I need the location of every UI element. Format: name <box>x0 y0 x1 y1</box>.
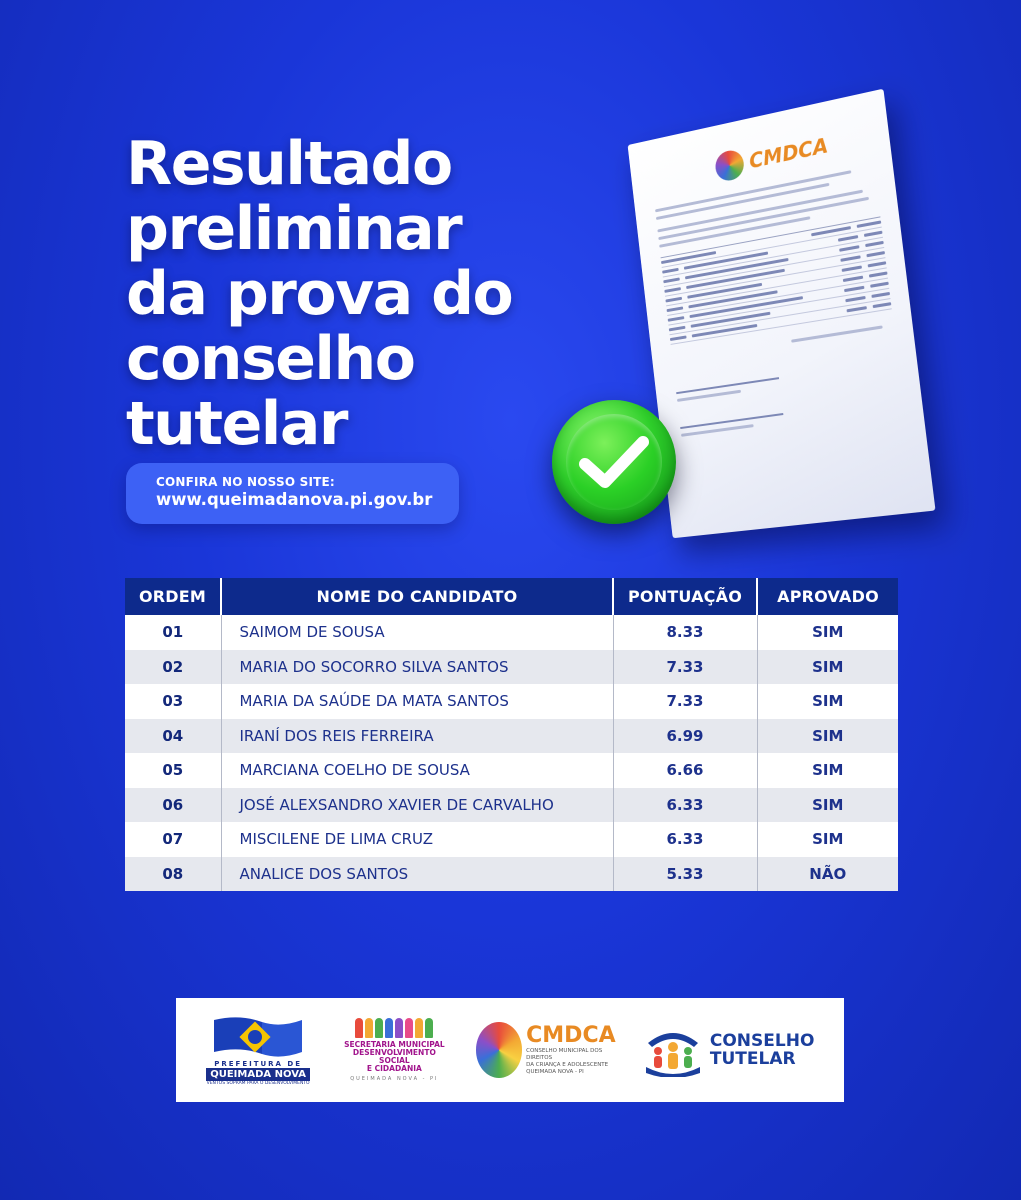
cell-aprovado: SIM <box>757 719 898 754</box>
cmdca-sub2: DA CRIANÇA E ADOLESCENTE <box>526 1062 609 1068</box>
cell-aprovado: SIM <box>757 788 898 823</box>
logos-strip <box>176 998 844 1102</box>
cell-nome: MARIA DA SAÚDE DA MATA SANTOS <box>221 684 613 719</box>
cell-ordem: 05 <box>125 753 221 788</box>
prefeitura-name: QUEIMADA NOVA <box>206 1068 310 1081</box>
cmdca-logo <box>476 1022 616 1078</box>
cell-pontuacao: 6.99 <box>613 719 757 754</box>
cell-pontuacao: 7.33 <box>613 684 757 719</box>
cmdca-title: CMDCA <box>526 1023 616 1048</box>
cmdca-emblem-icon <box>714 148 746 183</box>
cell-nome: IRANÍ DOS REIS FERREIRA <box>221 719 613 754</box>
cell-nome: MISCILENE DE LIMA CRUZ <box>221 822 613 857</box>
cell-nome: JOSÉ ALEXSANDRO XAVIER DE CARVALHO <box>221 788 613 823</box>
cell-nome: ANALICE DOS SANTOS <box>221 857 613 892</box>
cell-nome: MARCIANA COELHO DE SOUSA <box>221 753 613 788</box>
header-aprovado: APROVADO <box>757 578 898 615</box>
secretaria-line1: SECRETARIA MUNICIPAL <box>344 1040 445 1049</box>
cell-aprovado: SIM <box>757 753 898 788</box>
table-row <box>125 650 898 685</box>
conselho-line1: CONSELHO <box>709 1031 815 1051</box>
prefeitura-tagline: VENTOS SOPRAM PARA O DESENVOLVIMENTO <box>206 1081 310 1086</box>
document-logo-text: CMDCA <box>747 133 830 174</box>
table-row <box>125 788 898 823</box>
secretaria-logo <box>339 1018 449 1082</box>
people-icon <box>355 1018 433 1038</box>
conselho-tutelar-logo <box>642 1023 817 1077</box>
table-row <box>125 615 898 650</box>
table-row <box>125 719 898 754</box>
results-table <box>125 578 898 891</box>
headline-line: tutelar <box>126 389 347 459</box>
cell-pontuacao: 6.33 <box>613 788 757 823</box>
headline-line: da prova do <box>126 259 513 329</box>
cell-nome: SAIMOM DE SOUSA <box>221 615 613 650</box>
secretaria-line3: E CIDADANIA <box>366 1064 422 1073</box>
site-link-pill[interactable] <box>126 463 459 524</box>
cell-aprovado: NÃO <box>757 857 898 892</box>
cell-ordem: 08 <box>125 857 221 892</box>
table-row <box>125 684 898 719</box>
cell-pontuacao: 7.33 <box>613 650 757 685</box>
header-ordem: ORDEM <box>125 578 221 615</box>
header-nome: NOME DO CANDIDATO <box>221 578 613 615</box>
cell-pontuacao: 8.33 <box>613 615 757 650</box>
cell-aprovado: SIM <box>757 684 898 719</box>
prefeitura-small: PREFEITURA DE <box>214 1060 303 1068</box>
cmdca-sub1: CONSELHO MUNICIPAL DOS DIREITOS <box>526 1048 603 1061</box>
cell-ordem: 02 <box>125 650 221 685</box>
flag-icon <box>210 1014 306 1060</box>
cell-ordem: 01 <box>125 615 221 650</box>
cell-pontuacao: 5.33 <box>613 857 757 892</box>
table-row <box>125 857 898 892</box>
header-pontuacao: PONTUAÇÃO <box>613 578 757 615</box>
cell-ordem: 04 <box>125 719 221 754</box>
cell-aprovado: SIM <box>757 615 898 650</box>
family-icon <box>642 1023 704 1077</box>
cmdca-emblem-icon <box>476 1022 523 1078</box>
table-row <box>125 753 898 788</box>
check-badge-icon <box>552 400 676 524</box>
cell-ordem: 03 <box>125 684 221 719</box>
headline-line: preliminar <box>126 194 462 264</box>
headline <box>126 129 513 459</box>
cell-nome: MARIA DO SOCORRO SILVA SANTOS <box>221 650 613 685</box>
cell-pontuacao: 6.33 <box>613 822 757 857</box>
cell-ordem: 06 <box>125 788 221 823</box>
table-row <box>125 822 898 857</box>
conselho-line2: TUTELAR <box>709 1049 796 1069</box>
table-header-row <box>125 578 898 615</box>
site-url[interactable]: www.queimadanova.pi.gov.br <box>156 490 433 509</box>
cell-pontuacao: 6.66 <box>613 753 757 788</box>
cell-aprovado: SIM <box>757 650 898 685</box>
cmdca-sub3: QUEIMADA NOVA - PI <box>526 1069 584 1075</box>
cell-ordem: 07 <box>125 822 221 857</box>
site-label: CONFIRA NO NOSSO SITE: <box>156 475 335 489</box>
headline-line: Resultado <box>126 129 452 199</box>
secretaria-line2: DESENVOLVIMENTO SOCIAL <box>352 1048 436 1065</box>
cell-aprovado: SIM <box>757 822 898 857</box>
headline-line: conselho <box>126 324 415 394</box>
prefeitura-logo <box>203 1014 313 1086</box>
secretaria-sub: QUEIMADA NOVA - PI <box>350 1076 439 1082</box>
